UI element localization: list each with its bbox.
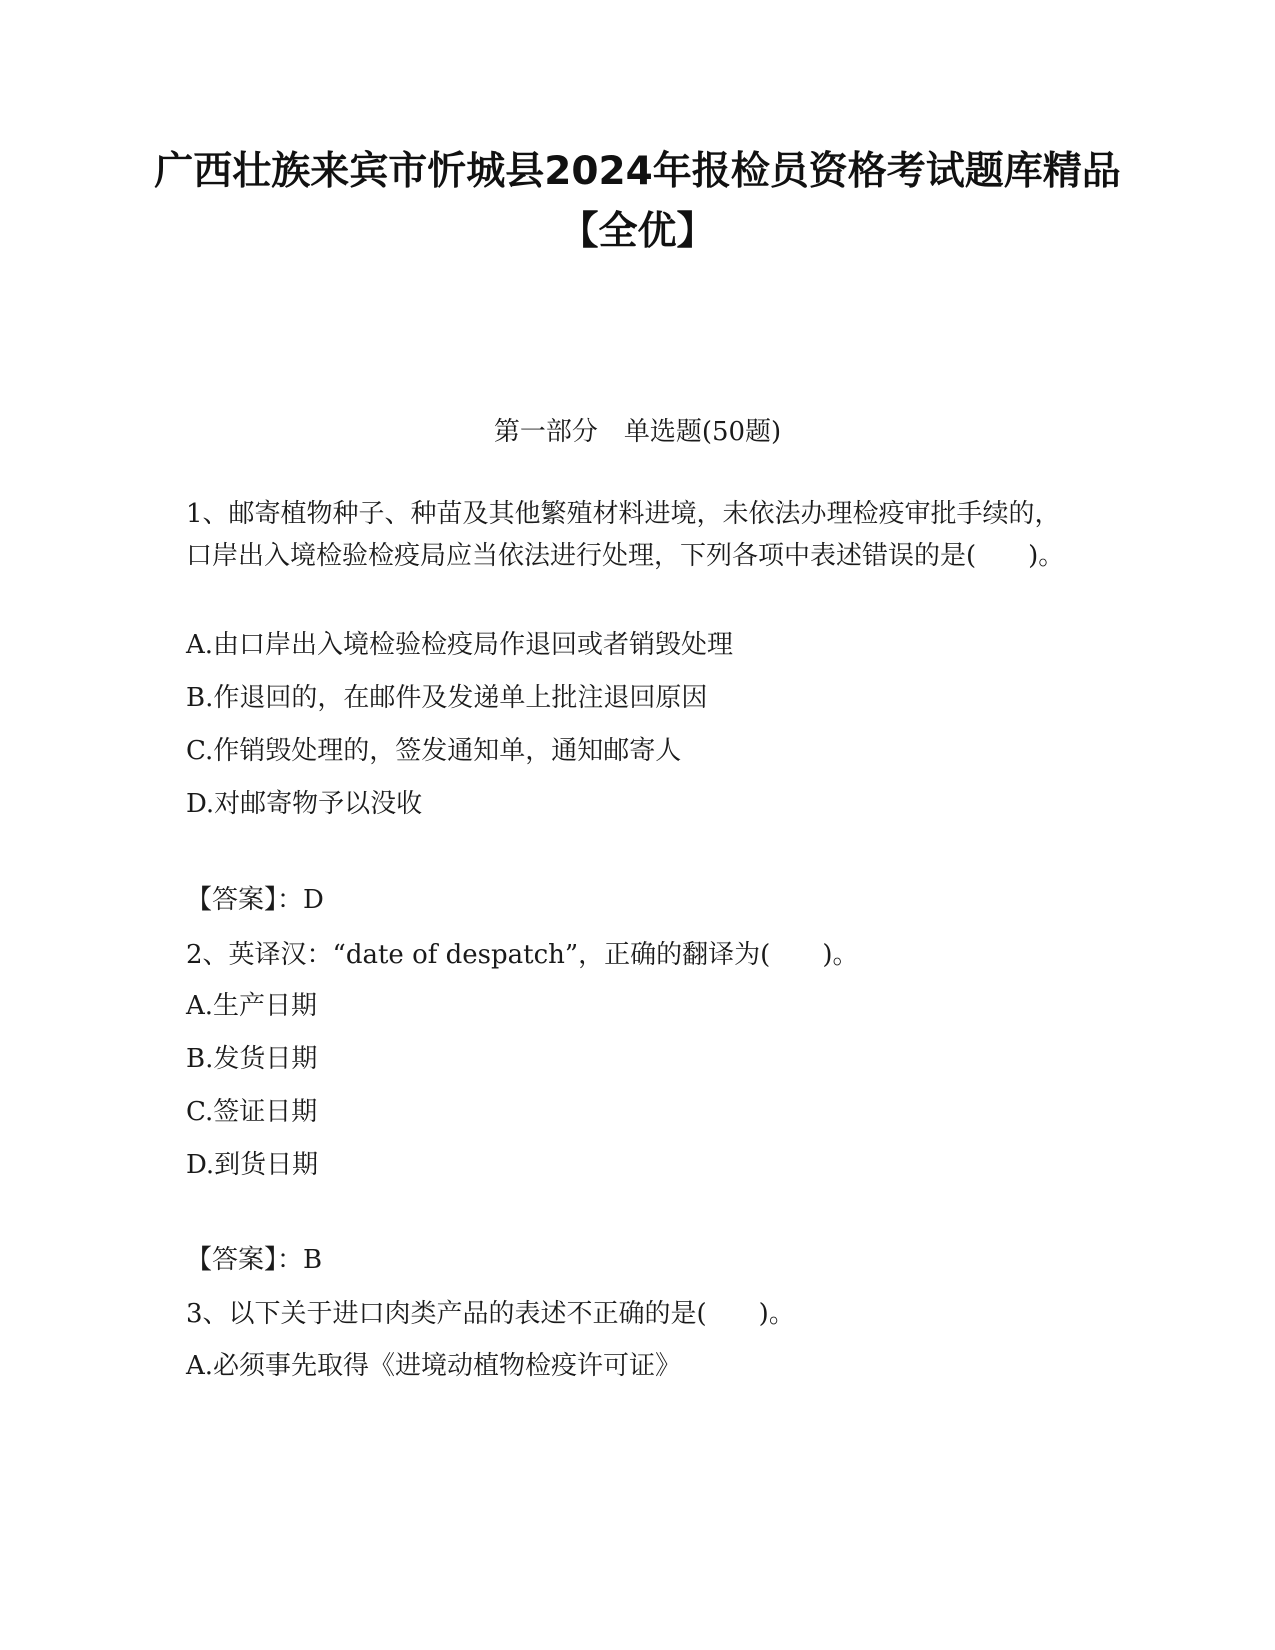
question-1-option-c: C.作销毁处理的，签发通知单，通知邮寄人 <box>186 736 682 766</box>
question-1-option-a: A.由口岸出入境检验检疫局作退回或者销毁处理 <box>186 630 734 660</box>
question-2-option-b: B.发货日期 <box>186 1044 318 1074</box>
question-3-option-a: A.必须事先取得《进境动植物检疫许可证》 <box>186 1351 682 1381</box>
question-1-answer: 【答案】：D <box>186 885 324 915</box>
question-1-stem: 1、邮寄植物种子、种苗及其他繁殖材料进境，未依法办理检疫审批手续的，口岸出入境检验检疫局应当依法进行处理，下列各项中表述错误的是( )。 <box>186 499 1065 571</box>
section-heading: 第一部分 单选题(50题) <box>493 417 782 447</box>
question-3-stem: 3、以下关于进口肉类产品的表述不正确的是( )。 <box>186 1299 795 1329</box>
question-2-stem: 2、英译汉：“date of despatch”，正确的翻译为( )。 <box>186 940 859 970</box>
question-2-option-a: A.生产日期 <box>186 991 318 1021</box>
question-2-answer: 【答案】：B <box>186 1245 323 1275</box>
question-1-option-b: B.作退回的，在邮件及发递单上批注退回原因 <box>186 683 708 713</box>
question-1-option-d: D.对邮寄物予以没收 <box>186 789 423 819</box>
document-title: 广西壮族来宾市忻城县2024年报检员资格考试题库精品【全优】 <box>154 149 1121 254</box>
question-2-option-c: C.签证日期 <box>186 1097 318 1127</box>
question-2-option-d: D.到货日期 <box>186 1150 319 1180</box>
